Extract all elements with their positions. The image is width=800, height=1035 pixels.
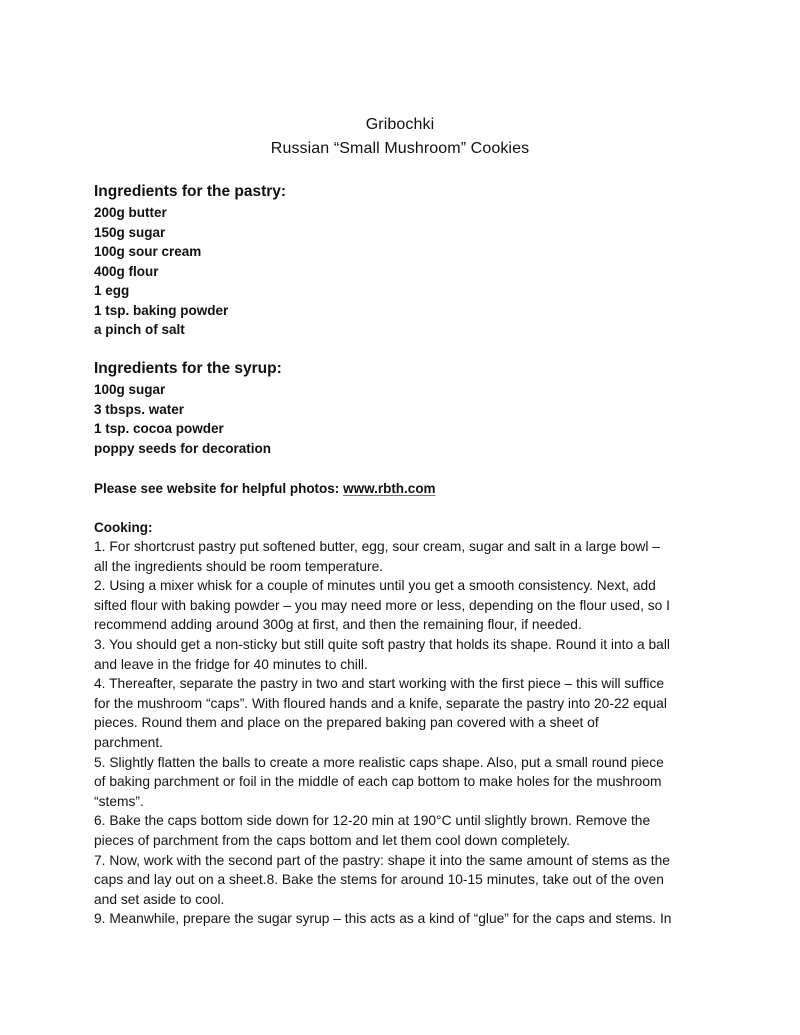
step-line: sifted flour with baking powder – you may need more or less, depending on the flour used, so I xyxy=(94,597,670,613)
website-link[interactable]: www.rbth.com xyxy=(343,481,436,496)
step-line: 3. You should get a non-sticky but still quite soft pastry that holds its shape. Round it into a ball xyxy=(94,636,670,652)
step-line: caps and lay out on a sheet.8. Bake the stems for around 10-15 minutes, take out of the oven xyxy=(94,872,664,888)
step-line: for the mushroom “caps”. With floured hands and a knife, separate the pastry into 20-22 equal xyxy=(94,695,667,711)
step-line: of baking parchment or foil in the middle of each cap bottom to make holes for the mushroom xyxy=(94,774,662,790)
ingredient-item: 400g flour xyxy=(94,263,159,279)
ingredient-item: 1 tsp. baking powder xyxy=(94,302,229,318)
step-line: and set aside to cool. xyxy=(94,891,225,907)
step-line: 1. For shortcrust pastry put softened butter, egg, sour cream, sugar and salt in a large bowl – xyxy=(94,539,660,554)
recipe-subtitle: Russian “Small Mushroom” Cookies xyxy=(270,140,530,157)
recipe-title: Gribochki xyxy=(365,116,435,133)
ingredient-item: 100g sour cream xyxy=(94,244,202,259)
pastry-ingredients-heading: Ingredients for the pastry: xyxy=(94,183,287,200)
step-line: “stems”. xyxy=(94,793,144,809)
ingredient-item: 100g sugar xyxy=(94,382,166,397)
step-line: pieces. Round them and place on the prepared baking pan covered with a sheet of xyxy=(94,715,599,731)
photos-note xyxy=(94,479,436,499)
step-line: parchment. xyxy=(94,734,164,750)
cooking-steps xyxy=(94,537,709,929)
step-line: 5. Slightly flatten the balls to create a more realistic caps shape. Also, put a small round piece xyxy=(94,754,664,770)
syrup-ingredients-heading: Ingredients for the syrup: xyxy=(94,360,282,377)
step-line: recommend adding around 300g at first, and then the remaining flour, if needed. xyxy=(94,617,582,633)
step-line: all the ingredients should be room temperature. xyxy=(94,558,384,574)
ingredient-item: 1 tsp. cocoa powder xyxy=(94,421,224,436)
step-line: 2. Using a mixer whisk for a couple of minutes until you get a smooth consistency. Next, add xyxy=(94,578,656,594)
step-line: 6. Bake the caps bottom side down for 12-20 min at 190°C until slightly brown. Remove the xyxy=(94,813,651,829)
step-line: 4. Thereafter, separate the pastry in two and start working with the first piece – this will suffice xyxy=(94,676,665,692)
step-line: pieces of parchment from the caps bottom and let them cool down completely. xyxy=(94,832,570,848)
syrup-ingredients-list xyxy=(94,380,271,458)
photos-note-text: Please see website for helpful photos: xyxy=(94,481,344,496)
ingredient-item: 1 egg xyxy=(94,283,130,298)
ingredient-item: 150g sugar xyxy=(94,224,166,240)
step-line: and leave in the fridge for 40 minutes to chill. xyxy=(94,656,368,672)
ingredient-item: 200g butter xyxy=(94,205,167,220)
step-line: 7. Now, work with the second part of the pastry: shape it into the same amount of stems as the xyxy=(94,852,670,868)
ingredient-item: 3 tbsps. water xyxy=(94,401,185,417)
ingredient-item: poppy seeds for decoration xyxy=(94,440,272,456)
step-line: 9. Meanwhile, prepare the sugar syrup – this acts as a kind of “glue” for the caps and stems. In xyxy=(94,911,672,927)
pastry-ingredients-list xyxy=(94,203,228,340)
ingredient-item: a pinch of salt xyxy=(94,322,185,337)
cooking-heading: Cooking: xyxy=(94,520,153,535)
